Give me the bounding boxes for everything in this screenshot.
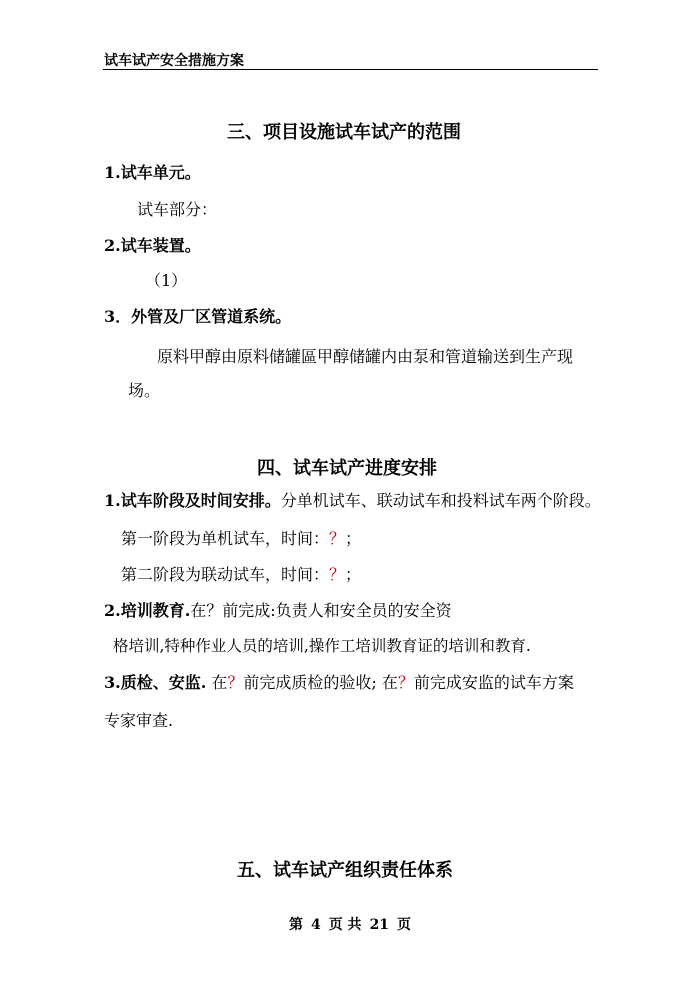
footer-prefix: 第 bbox=[288, 917, 303, 933]
section-4-item-1 bbox=[104, 488, 601, 511]
footer-suffix: 页 bbox=[397, 917, 412, 933]
safety-date-value: ？ bbox=[397, 673, 414, 692]
section-3-item-3-label: 3．外管及厂区管道系统。 bbox=[104, 307, 292, 326]
phase-1-line bbox=[121, 526, 361, 549]
phase-2-time-value: ？ bbox=[329, 565, 346, 584]
section-3-item-2-label: 2.试车装置。 bbox=[104, 236, 201, 255]
header-rule bbox=[103, 69, 598, 70]
section-3-item-3-text-line-2: 场。 bbox=[128, 381, 161, 400]
section-3-item-1-label: 1.试车单元。 bbox=[104, 163, 201, 182]
section-4-item-3-text-1: 在 bbox=[211, 673, 228, 692]
section-4-item-3-label: 3.质检、安监. bbox=[104, 673, 207, 692]
phase-1-end: ； bbox=[345, 529, 362, 548]
section-3-item-2-text: （1） bbox=[145, 271, 188, 290]
phase-2-end: ； bbox=[345, 565, 362, 584]
section-4-item-3-line-2: 专家审查. bbox=[104, 711, 174, 730]
phase-2-line bbox=[121, 562, 361, 585]
section-5-heading: 五、试车试产组织责任体系 bbox=[237, 860, 453, 881]
document-header-title: 试车试产安全措施方案 bbox=[104, 53, 244, 69]
phase-1-time-value: ？ bbox=[329, 529, 346, 548]
current-page-number: 4 bbox=[310, 917, 321, 933]
section-4-item-3-text-2: 前完成质检的验收; 在 bbox=[243, 673, 398, 692]
section-4-item-3-text-3: 前完成安监的试车方案 bbox=[413, 673, 574, 692]
phase-1-text: 第一阶段为单机试车，时间： bbox=[121, 529, 330, 548]
section-3-item-3-text-line-1: 原料甲醇由原料储罐區甲醇储罐内由泵和管道输送到生产现 bbox=[157, 347, 574, 366]
footer-mid: 页 共 bbox=[328, 917, 362, 933]
inspection-date-value: ？ bbox=[227, 673, 244, 692]
section-4-item-1-label: 1.试车阶段及时间安排。 bbox=[104, 491, 281, 510]
section-4-item-1-text: 分单机试车、联动试车和投料试车两个阶段。 bbox=[280, 491, 601, 510]
section-4-item-2-label: 2.培训教育. bbox=[104, 601, 191, 620]
page-footer bbox=[0, 914, 700, 934]
section-4-item-2-line-2: 格培训,特种作业人员的培训,操作工培训教育证的培训和教育. bbox=[113, 637, 531, 655]
section-4-item-3 bbox=[104, 670, 574, 693]
section-4-item-2 bbox=[104, 598, 452, 621]
section-3-item-1-text: 试车部分： bbox=[137, 200, 218, 219]
total-page-count: 21 bbox=[369, 917, 390, 933]
section-4-item-2-text: 在？前完成:负责人和安全员的安全资 bbox=[190, 601, 452, 620]
section-3-heading: 三、项目设施试车试产的范围 bbox=[227, 122, 461, 143]
section-4-heading: 四、试车试产进度安排 bbox=[257, 458, 437, 479]
phase-2-text: 第二阶段为联动试车，时间： bbox=[121, 565, 330, 584]
